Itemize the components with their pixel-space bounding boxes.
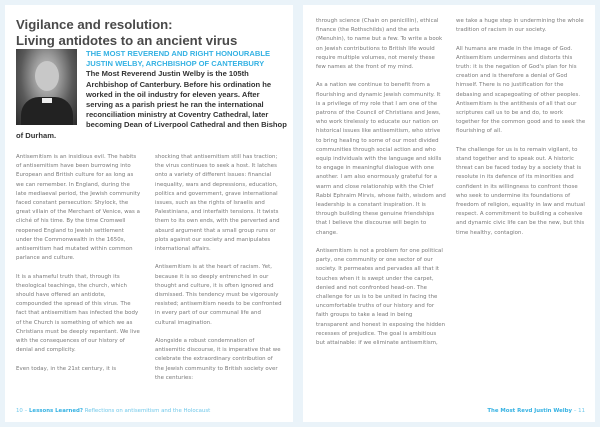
paragraph: Antisemitism is at the heart of racism. Yet, because it is so deeply entrenched in our thought and culture, it is often ignored and dismissed. This tendency must be vigorously resisted; antisemitism needs to be confronted in every part of our communal life and cultural imagination. (155, 264, 282, 326)
left-page (5, 5, 293, 422)
paragraph: through science (Chain on penicillin), ethical finance (the Rothschilds) and the arts (Menuhin), to name but a few. To write a book on Jewish contributions to British life would require multiple volumes, not merely these few names at the front of my mind. (316, 18, 443, 71)
paragraph: It is a shameful truth that, through its theological teachings, the church, which should have offered an antidote, compounded the spread of this virus. The fact that antisemitism has infected the body of the Church is something of which we as Christians must be deeply repentant. We live with the consequences of our history of denial and complicity. (16, 273, 140, 354)
title-line-2: Living antidotes to an ancient virus (16, 33, 238, 48)
paragraph: Alongside a robust condemnation of antisemitic discourse, it is imperative that we celebrate the extraordinary contribution of the Jewish community to British society over the centuries: (155, 338, 281, 381)
author-name: The Most Revd Justin Welby (487, 408, 573, 414)
right-footer (487, 408, 585, 414)
right-page (303, 5, 595, 422)
publication-subtitle: Reflections on antisemitism and the Holocaust (83, 408, 211, 414)
title-line-1: Vigilance and resolution: (16, 17, 173, 32)
paragraph: Even today, in the 21st century, it is (16, 365, 117, 372)
article-title (16, 17, 286, 49)
right-column-1 (316, 17, 446, 357)
paragraph: As a nation we continue to benefit from a flourishing and dynamic Jewish community. It is a privilege of my role that I am one of the patrons of the Council of Christians and Jews, who work tirelessly to educate our nation on historical issues like antisemitism, who strive to bring healing to some of our most divided communities through social action and who equip individuals with the language and skills to engage in meaningful dialogue with one another. I am also enormously grateful for a warm and close relationship with the Chief Rabbi Ephraim Mirvis, whose faith, wisdom and leadership is a constant inspiration. It is through building these genuine friendships that I believe the discourse will begin to change. (316, 82, 446, 236)
paragraph: Antisemitism is not a problem for one political party, one community or one sector of our society. It permeates and pervades all that it touches when it is swept under the carpet, denied and not confronted head-on. The challenge for us is to be united in facing the uncomfortable truths of our history and for faith groups to take a lead in being transparent and honest in exposing the hidden recesses of prejudice. The goal is ambitious but attainable: if we eliminate antisemitism, (316, 248, 446, 347)
left-column-1 (16, 153, 141, 383)
publication-title: Lessons Learned? (28, 408, 83, 414)
page-number: – 11 (572, 408, 585, 414)
page-number: 10 – (16, 408, 29, 414)
bio-heading: THE MOST REVEREND AND RIGHT HONOURABLE JUSTIN WELBY, ARCHBISHOP OF CANTERBURY (86, 49, 271, 69)
paragraph: we take a huge step in undermining the whole tradition of racism in our society. (456, 18, 584, 34)
left-column-2 (155, 153, 283, 392)
paragraph: Antisemitism is an insidious evil. The habits of antisemitism have been burrowing into European and British culture for as long as we can remember. In England, during the late mediaeval period, the Jewish community faced constant persecution: Shylock, the great villain of the Merchant of Venice, was a cliché of his time. By the time Cromwell reopened England to Jewish settlement under the Commonwealth in the 1650s, antisemitism had mutated within common parlance and culture. (16, 154, 141, 262)
left-footer (16, 408, 210, 414)
bio-text: The Most Reverend Justin Welby is the 105th Archbishop of Canterbury. Before his ordination he worked in the oil industry for eleven years. After serving as a parish priest he ran the international reconciliation ministry at Coventry Cathedral, later becoming Dean of Liverpool Cathedral and then Bishop of Durham. (16, 69, 287, 140)
paragraph: The challenge for us is to remain vigilant, to stand together and to speak out. A historic threat can be faced today by a society that is resolute in its defence of its minorities and confident in its willingness to confront those who seek to undermine its foundations of freedom of religion, equality in law and mutual respect. A commitment to building a cohesive and dynamic civic life can be the new, but this time healthy, contagion. (456, 146, 585, 236)
paragraph: All humans are made in the image of God. Antisemitism undermines and distorts this truth: it is the negation of God's plan for his creation and is therefore a denial of God himself. There is no justification for the debasing and scapegoating of other peoples. Antisemitism is the antithesis of all that our scriptures call us to be and do, to work together for the common good and to seek the flourishing of all. (456, 45, 586, 135)
paragraph: shocking that antisemitism still has traction; the virus continues to seek a host. It latches onto a variety of different issues: financial inequality, wars and depressions, education, politics and government, grave international issues, such as the rights of Israelis and Palestinians, and interfaith tensions. It twists them to its own ends, with the perverted and absurd argument that a small group runs or plots against our society and manipulates international affairs. (155, 154, 280, 253)
right-column-2 (456, 17, 586, 247)
author-photo (16, 49, 77, 125)
